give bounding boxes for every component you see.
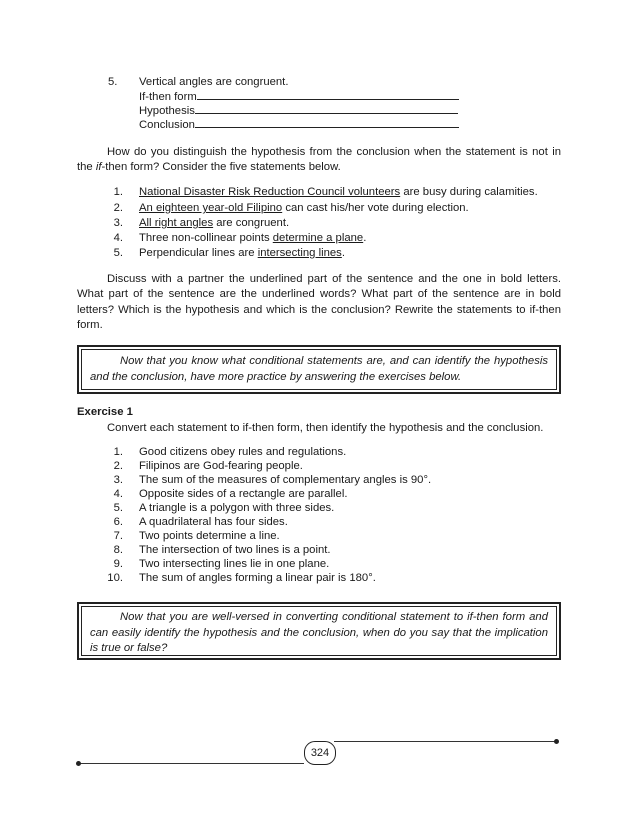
conclusion-row bbox=[139, 117, 459, 132]
exercise-item: A triangle is a polygon with three sides. bbox=[139, 502, 335, 514]
conclusion-blank bbox=[195, 117, 459, 128]
footer-dot-right bbox=[554, 739, 559, 744]
intro-text-1: How do you distinguish the hypothesis from the conclusion when the statement is not in the bbox=[77, 146, 561, 174]
discussion-paragraph bbox=[77, 272, 561, 334]
ifthen-row bbox=[139, 89, 459, 104]
exercise-item-number: 6. bbox=[113, 516, 123, 528]
hypothesis-label: Hypothesis bbox=[139, 105, 195, 117]
note-box-1-inner bbox=[81, 349, 557, 390]
footer-dot-left bbox=[76, 761, 81, 766]
exercise-item: Two points determine a line. bbox=[139, 530, 280, 542]
exercise-item: Good citizens obey rules and regulations. bbox=[139, 446, 347, 458]
ifthen-blank bbox=[197, 89, 459, 100]
exercise-item: Opposite sides of a rectangle are parallel. bbox=[139, 488, 348, 500]
statement-1: National Disaster Risk Reduction Council volunteers are busy during calamities. bbox=[139, 186, 538, 198]
intro-paragraph bbox=[77, 145, 561, 176]
exercise-item: The sum of angles forming a linear pair is 180°. bbox=[139, 572, 376, 584]
statement-number: 4. bbox=[113, 232, 123, 244]
discussion-text: Discuss with a partner the underlined part of the sentence and the one in bold letters. What part of the sentence are the underlined words? What part of the sentence are in bold letters? Which is the hypothesis and which is the conclusion? Rewrite the statements to if-then form. bbox=[77, 273, 561, 332]
conclusion-label: Conclusion bbox=[139, 119, 195, 131]
exercise-item: The intersection of two lines is a point. bbox=[139, 544, 331, 556]
exercise-item: The sum of the measures of complementary angles is 90°. bbox=[139, 474, 432, 486]
statement-4: Three non-collinear points determine a plane. bbox=[139, 232, 367, 244]
exercise-item: Filipinos are God-fearing people. bbox=[139, 460, 303, 472]
statement-number: 2. bbox=[113, 202, 123, 214]
page-number: 324 bbox=[304, 741, 336, 765]
exercise-item-number: 9. bbox=[113, 558, 123, 570]
note-box-1-text: Now that you know what conditional statements are, and can identify the hypothesis and the conclusion, have more practice by answering the exercises below. bbox=[90, 355, 548, 383]
statement-number: 5. bbox=[113, 247, 123, 259]
exercise-item-number: 8. bbox=[113, 544, 123, 556]
exercise-item: Two intersecting lines lie in one plane. bbox=[139, 558, 330, 570]
exercise-item-number: 1. bbox=[113, 446, 123, 458]
exercise-item: A quadrilateral has four sides. bbox=[139, 516, 288, 528]
exercise-item-number: 4. bbox=[113, 488, 123, 500]
statement-2: An eighteen year-old Filipino can cast his/her vote during election. bbox=[139, 202, 469, 214]
exercise-item-number: 2. bbox=[113, 460, 123, 472]
statement-number: 1. bbox=[113, 186, 123, 198]
exercise-instruction: Convert each statement to if-then form, then identify the hypothesis and the conclusion. bbox=[107, 422, 544, 434]
exercise-item-number: 3. bbox=[113, 474, 123, 486]
hypothesis-row bbox=[139, 103, 458, 118]
top-item-number: 5. bbox=[108, 76, 118, 88]
note-box-1 bbox=[77, 345, 561, 394]
exercise-item-number: 10. bbox=[107, 572, 123, 584]
top-item-statement: Vertical angles are congruent. bbox=[139, 76, 289, 88]
note-box-2-inner bbox=[81, 606, 557, 656]
footer-rule-left bbox=[80, 763, 304, 764]
exercise-title: Exercise 1 bbox=[77, 406, 133, 418]
ifthen-label: If-then form bbox=[139, 91, 197, 103]
statement-5: Perpendicular lines are intersecting lines. bbox=[139, 247, 345, 259]
statement-number: 3. bbox=[113, 217, 123, 229]
exercise-item-number: 7. bbox=[113, 530, 123, 542]
note-box-2 bbox=[77, 602, 561, 660]
intro-italic: if bbox=[95, 161, 102, 174]
statement-3: All right angles are congruent. bbox=[139, 217, 290, 229]
exercise-item-number: 5. bbox=[113, 502, 123, 514]
footer-rule-right bbox=[334, 741, 556, 742]
hypothesis-blank bbox=[195, 103, 458, 114]
note-box-2-text: Now that you are well-versed in converting conditional statement to if-then form and can easily identify the hypothesis and the conclusion, when do you say that the implication is true or false? bbox=[90, 611, 548, 655]
intro-text-2: -then form? Consider the five statements below. bbox=[101, 161, 341, 174]
